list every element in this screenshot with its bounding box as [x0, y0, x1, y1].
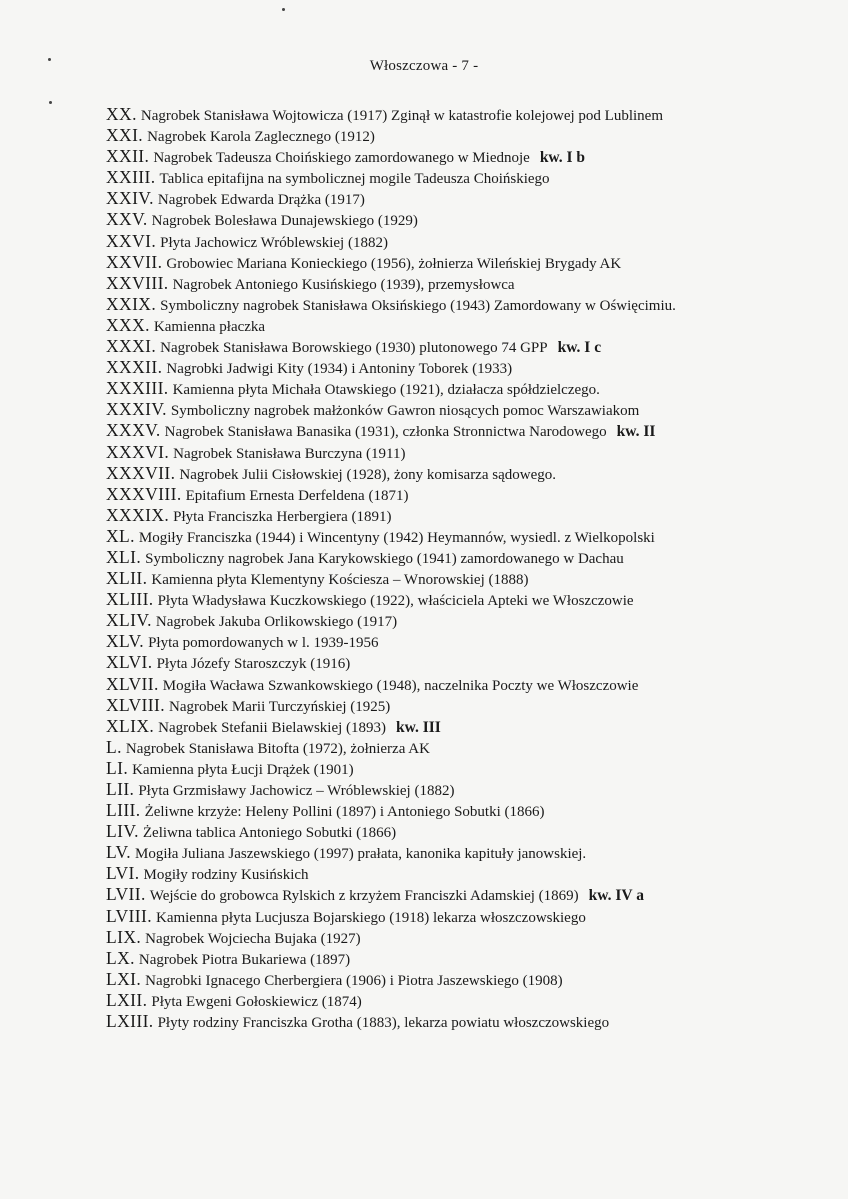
entry-text: Symboliczny nagrobek małżonków Gawron niosących pomoc Warszawiakom: [170, 403, 640, 420]
list-item: [106, 188, 806, 209]
entry-text: Mogiła Juliana Jaszewskiego (1997) prałata, kanonika kapituły janowskiej.: [135, 846, 587, 863]
list-item: [106, 399, 806, 420]
entry-number: XLII.: [106, 568, 148, 589]
entry-text: Tablica epitafijna na symbolicznej mogile Tadeusza Choińskiego: [159, 171, 550, 188]
entry-text: Nagrobek Bolesława Dunajewskiego (1929): [151, 213, 418, 230]
list-item: [106, 610, 806, 631]
entry-text: Symboliczny nagrobek Stanisława Oksińskiego (1943) Zamordowany w Oświęcimiu.: [160, 297, 676, 314]
entry-text: Płyta Franciszka Herbergiera (1891): [173, 508, 392, 525]
section-marker: kw. III: [396, 718, 441, 736]
entry-text: Nagrobki Ignacego Cherbergiera (1906) i Piotra Jaszewskiego (1908): [145, 972, 563, 989]
entry-text: Epitafium Ernesta Derfeldena (1871): [185, 487, 409, 504]
entry-number: XLIII.: [106, 589, 154, 610]
entry-number: LXIII.: [106, 1011, 154, 1032]
list-item: [106, 125, 806, 146]
list-item: [106, 716, 806, 737]
list-item: [106, 167, 806, 188]
entry-number: LXII.: [106, 989, 148, 1010]
list-item: [106, 969, 806, 990]
list-item: [106, 863, 806, 884]
entry-number: XL.: [106, 525, 135, 546]
list-item: [106, 463, 806, 484]
entry-number: XLVI.: [106, 652, 153, 673]
entry-text: Płyta Jachowicz Wróblewskiej (1882): [160, 234, 388, 251]
entry-number: XXXIX.: [106, 504, 170, 525]
entry-text: Kamienna płyta Łucji Drążek (1901): [132, 761, 354, 778]
entry-number: XXVI.: [106, 230, 157, 251]
entry-text: Nagrobek Stanisława Borowskiego (1930) plutonowego 74 GPP: [160, 340, 548, 357]
entry-text: Nagrobek Edwarda Drążka (1917): [157, 192, 365, 209]
list-item: [106, 294, 806, 315]
entry-number: XXXV.: [106, 420, 161, 441]
entry-number: XXVIII.: [106, 272, 169, 293]
list-item: [106, 547, 806, 568]
list-item: [106, 526, 806, 547]
list-item: [106, 821, 806, 842]
section-marker: kw. IV a: [588, 887, 644, 905]
scan-speck: [282, 8, 285, 11]
entry-number: LII.: [106, 779, 135, 799]
entry-number: LIV.: [106, 821, 139, 842]
entry-text: Żeliwne krzyże: Heleny Pollini (1897) i Antoniego Sobutki (1866): [144, 804, 545, 821]
entry-text: Nagrobki Jadwigi Kity (1934) i Antoniny Toborek (1933): [166, 361, 513, 378]
list-item: [106, 336, 806, 357]
list-item: [106, 104, 806, 125]
entry-text: Płyta Józefy Staroszczyk (1916): [156, 656, 351, 673]
entry-text: Nagrobek Karola Zaglecznego (1912): [147, 129, 375, 146]
list-item: [106, 906, 806, 927]
entry-number: XXV.: [106, 209, 148, 230]
entry-number: LIII.: [106, 800, 141, 821]
scan-speck: [49, 101, 52, 104]
entry-number: XXIV.: [106, 188, 154, 209]
entry-text: Grobowiec Mariana Konieckiego (1956), żołnierza Wileńskiej Brygady AK: [166, 255, 622, 272]
entry-number: LXI.: [106, 968, 142, 989]
list-item: [106, 1011, 806, 1032]
entry-number: XLIX.: [106, 715, 155, 736]
entry-number: XLIV.: [106, 610, 152, 631]
entry-number: XLVIII.: [106, 694, 166, 715]
entry-text: Nagrobek Stanisława Wojtowicza (1917) Zginął w katastrofie kolejowej pod Lublinem: [140, 108, 663, 124]
entry-number: XXXI.: [106, 336, 157, 357]
entry-number: XXXVI.: [106, 441, 170, 462]
list-item: [106, 758, 806, 779]
entry-number: XXXII.: [106, 357, 163, 378]
entry-text: Nagrobek Wojciecha Bujaka (1927): [145, 930, 361, 947]
list-item: [106, 273, 806, 294]
list-item: [106, 695, 806, 716]
list-item: [106, 674, 806, 695]
entry-text: Nagrobek Jakuba Orlikowskiego (1917): [155, 614, 398, 631]
entry-text: Żeliwna tablica Antoniego Sobutki (1866): [142, 825, 397, 842]
entry-number: LIX.: [106, 926, 142, 947]
entry-text: Mogiły rodziny Kusińskich: [143, 867, 309, 884]
entry-number: XXX.: [106, 314, 150, 335]
entry-number: LI.: [106, 757, 129, 778]
entry-text: Symboliczny nagrobek Jana Karykowskiego (1941) zamordowanego w Dachau: [145, 550, 624, 567]
entry-text: Nagrobek Tadeusza Choińskiego zamordowanego w Miednoje: [153, 150, 530, 167]
entry-number: XXXIII.: [106, 378, 169, 399]
section-marker: kw. I b: [539, 149, 586, 167]
section-marker: kw. I c: [557, 339, 602, 357]
entry-number: XXVII.: [106, 251, 163, 272]
list-item: [106, 209, 806, 230]
entry-number: XLVII.: [106, 673, 159, 694]
entry-text: Płyta Grzmisławy Jachowicz – Wróblewskiej (1882): [138, 783, 455, 799]
list-item: [106, 442, 806, 463]
entry-number: LVII.: [106, 884, 146, 905]
page-header: Włoszczowa - 7 -: [369, 58, 479, 74]
entry-number: XLI.: [106, 546, 142, 567]
list-item: [106, 231, 806, 252]
list-item: [106, 927, 806, 948]
entry-text: Nagrobek Julii Cisłowskiej (1928), żony komisarza sądowego.: [179, 466, 556, 483]
list-item: [106, 948, 806, 969]
entry-number: XXI.: [106, 125, 144, 146]
entry-list: [106, 104, 806, 1032]
entry-number: LVIII.: [106, 905, 152, 926]
entry-number: XXIX.: [106, 293, 157, 314]
list-item: [106, 990, 806, 1011]
list-item: [106, 505, 806, 526]
list-item: [106, 568, 806, 589]
list-item: [106, 484, 806, 505]
entry-text: Mogiły Franciszka (1944) i Wincentyny (1942) Heymannów, wysiedl. z Wielkopolski: [138, 529, 655, 546]
list-item: [106, 737, 806, 758]
list-item: [106, 842, 806, 863]
entry-text: Nagrobek Stanisława Bitofta (1972), żołnierza AK: [125, 740, 430, 757]
list-item: [106, 252, 806, 273]
entry-text: Kamienna płaczka: [153, 318, 266, 335]
entry-number: XXIII.: [106, 167, 156, 188]
entry-number: XXXIV.: [106, 399, 167, 420]
entry-number: L.: [106, 736, 122, 757]
entry-text: Płyta pomordowanych w l. 1939-1956: [148, 635, 379, 652]
entry-text: Płyty rodziny Franciszka Grotha (1883), lekarza powiatu włoszczowskiego: [157, 1015, 610, 1032]
entry-number: XXII.: [106, 146, 150, 167]
entry-number: XX.: [106, 104, 137, 124]
entry-text: Mogiła Wacława Szwankowskiego (1948), naczelnika Poczty we Włoszczowie: [162, 677, 639, 694]
entry-number: XLV.: [106, 631, 145, 652]
list-item: [106, 589, 806, 610]
list-item: [106, 800, 806, 821]
entry-text: Nagrobek Stanisława Banasika (1931), członka Stronnictwa Narodowego: [164, 424, 607, 441]
entry-number: LV.: [106, 842, 132, 863]
list-item: [106, 315, 806, 336]
entry-text: Nagrobek Antoniego Kusińskiego (1939), przemysłowca: [172, 276, 515, 293]
entry-text: Nagrobek Stefanii Bielawskiej (1893): [158, 719, 387, 736]
entry-text: Wejście do grobowca Rylskich z krzyżem Franciszki Adamskiej (1869): [149, 888, 579, 905]
list-item: [106, 146, 806, 167]
list-item: [106, 357, 806, 378]
entry-text: Nagrobek Marii Turczyńskiej (1925): [169, 698, 391, 715]
entry-text: Kamienna płyta Michała Otawskiego (1921), działacza spółdzielczego.: [172, 382, 600, 399]
list-item: [106, 884, 806, 905]
entry-number: XXXVIII.: [106, 483, 182, 504]
list-item: [106, 378, 806, 399]
entry-text: Płyta Władysława Kuczkowskiego (1922), właściciela Apteki we Włoszczowie: [157, 593, 634, 610]
list-item: [106, 420, 806, 441]
entry-text: Kamienna płyta Klementyny Kościesza – Wnorowskiej (1888): [151, 572, 529, 589]
list-item: [106, 779, 806, 800]
list-item: [106, 652, 806, 673]
entry-number: LVI.: [106, 863, 140, 884]
entry-text: Nagrobek Stanisława Burczyna (1911): [173, 445, 406, 462]
entry-text: Nagrobek Piotra Bukariewa (1897): [138, 951, 351, 968]
list-item: [106, 631, 806, 652]
section-marker: kw. II: [616, 423, 656, 441]
entry-number: LX.: [106, 947, 135, 968]
entry-number: XXXVII.: [106, 462, 176, 483]
entry-text: Kamienna płyta Lucjusza Bojarskiego (1918) lekarza włoszczowskiego: [155, 909, 586, 926]
entry-text: Płyta Ewgeni Gołoskiewicz (1874): [151, 993, 362, 1010]
